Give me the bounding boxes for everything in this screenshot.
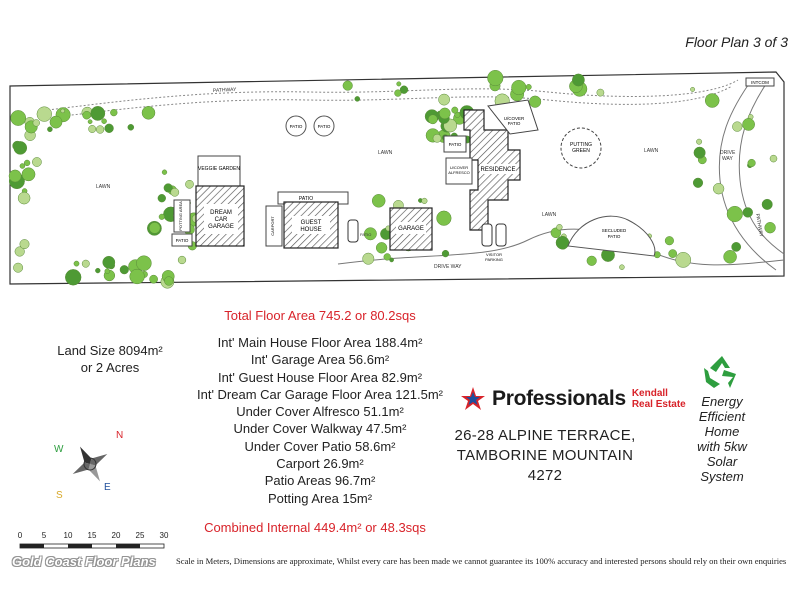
scale-tick-label: 20: [111, 531, 121, 540]
tree-icon: [105, 269, 110, 274]
tree-icon: [512, 80, 527, 95]
scale-tick-label: 25: [135, 531, 145, 540]
tree-icon: [9, 170, 21, 182]
combined-internal: Combined Internal 449.4m² or 48.3sqs: [204, 520, 426, 535]
area-item: Potting Area 15m²: [267, 490, 373, 506]
area-item: Int' Main House Floor Area 188.4m²: [217, 335, 423, 350]
tree-icon: [47, 127, 52, 132]
patio-small-label: PATIO: [175, 238, 189, 243]
area-item: Under Cover Alfresco 51.1m²: [236, 404, 404, 420]
pathway-right-label: PATHWAY: [754, 213, 765, 238]
tree-icon: [343, 81, 353, 91]
energy-line: Home: [704, 424, 740, 439]
site-plan: [8, 70, 792, 290]
plan-title: Floor Plan 3 of 3: [685, 34, 788, 50]
tree-icon: [705, 94, 719, 108]
tree-icon: [185, 180, 193, 188]
tree-icon: [572, 74, 584, 86]
area-item: Under Cover Patio 58.6m²: [244, 438, 396, 454]
tree-icon: [128, 124, 134, 130]
lawn-lower-label: LAWN: [542, 212, 557, 218]
address-line2: TAMBORINE MOUNTAIN 4272: [456, 447, 634, 484]
tree-icon: [61, 109, 65, 113]
tree-icon: [142, 106, 155, 119]
patio-res-label: PATIO: [448, 142, 462, 147]
svg-text:PATIO: PATIO: [289, 124, 303, 129]
tree-icon: [33, 120, 40, 127]
tree-icon: [395, 90, 402, 97]
property-address: [440, 426, 650, 486]
area-item: Int' Garage Area 56.6m²: [250, 352, 390, 368]
tree-icon: [765, 222, 776, 233]
tree-icon: [24, 160, 30, 166]
tree-icon: [556, 236, 569, 249]
tree-icon: [727, 206, 743, 222]
tree-icon: [529, 96, 541, 108]
tree-icon: [428, 115, 437, 124]
tree-icon: [762, 199, 772, 209]
tree-icon: [105, 124, 114, 133]
tree-icon: [91, 106, 105, 120]
secluded-patio-label: SECLUDED PATIO: [601, 228, 627, 239]
tree-icon: [20, 164, 25, 169]
site-boundary: [10, 72, 784, 284]
tree-icon: [102, 119, 107, 124]
address-line1: 26-28 ALPINE TERRACE,: [454, 427, 636, 444]
tree-icon: [557, 224, 563, 230]
dream-car-garage-label: DREAM CAR GARAGE: [208, 210, 234, 230]
tree-icon: [376, 242, 387, 253]
scale-tick-label: 15: [87, 531, 97, 540]
tree-icon: [14, 141, 27, 154]
tree-icon: [164, 277, 173, 286]
tree-icon: [587, 256, 597, 266]
putting-green-label: PUTTING GREEN: [570, 142, 592, 154]
compass-e: E: [104, 482, 111, 493]
tree-icon: [158, 194, 166, 202]
visitor-parking-label: VISITOR PARKING: [485, 252, 503, 262]
tree-icon: [355, 96, 360, 101]
tree-icon: [96, 126, 104, 134]
tree-icon: [696, 139, 701, 144]
tree-icon: [50, 116, 62, 128]
tree-icon: [694, 147, 705, 158]
tree-icon: [149, 222, 160, 233]
residence-label: RESIDENCE: [480, 167, 516, 173]
tree-icon: [693, 178, 703, 188]
land-size-line1: Land Size 8094m²: [57, 343, 163, 358]
energy-line: System: [700, 469, 744, 484]
scale-tick-label: 10: [63, 531, 73, 540]
scale-tick-label: 0: [17, 531, 23, 540]
tree-icon: [437, 211, 452, 226]
tree-icon: [669, 250, 677, 258]
tree-icon: [162, 170, 167, 175]
tree-icon: [20, 239, 29, 248]
agency-sub-line2: Real Estate: [631, 399, 686, 410]
area-list: [160, 334, 480, 507]
scale-bar: [14, 542, 174, 550]
energy-line: Efficient: [698, 409, 746, 424]
tree-icon: [110, 109, 117, 116]
lawn-center-label: LAWN: [378, 150, 393, 156]
compass-s: S: [56, 490, 63, 501]
agency-sub-line1: Kendall: [631, 388, 668, 399]
lawn-right-label: LAWN: [644, 148, 659, 154]
tree-icon: [13, 263, 22, 272]
area-item: Int' Dream Car Garage Floor Area 121.5m²: [197, 386, 443, 402]
tree-icon: [433, 134, 441, 142]
energy-note: [666, 394, 778, 484]
agency-name: Professionals: [492, 387, 626, 410]
tree-icon: [11, 110, 26, 125]
potting-area-label: POTTING AREA: [178, 201, 183, 231]
guest-house-label: GUEST HOUSE: [300, 220, 322, 233]
tree-icon: [676, 252, 691, 267]
tree-icon: [22, 168, 35, 181]
professionals-star-icon: [460, 386, 486, 412]
tree-icon: [619, 265, 624, 270]
tree-icon: [442, 250, 449, 257]
area-item: Int' Guest House Floor Area 82.9m²: [217, 369, 423, 385]
tree-icon: [178, 256, 186, 264]
tree-icon: [83, 111, 91, 119]
tree-icon: [397, 82, 401, 86]
alfresco-label: U/COVER ALFRESCO: [448, 165, 470, 175]
drive-way-right-label: DRIVE WAY: [720, 150, 736, 162]
tree-icon: [18, 192, 30, 204]
scale-tick-label: 30: [159, 531, 169, 540]
footer-brand: Gold Coast Floor Plans: [12, 554, 156, 569]
tree-icon: [82, 260, 89, 267]
visitor-parking-car-2: [496, 224, 506, 246]
tree-icon: [103, 256, 115, 268]
pathway-top-label: PATHWAY: [212, 86, 237, 94]
car-icon: [348, 220, 358, 242]
area-item: Under Cover Walkway 47.5m²: [233, 421, 407, 437]
compass-n: N: [116, 430, 124, 441]
tree-icon: [37, 107, 52, 122]
tree-icon: [65, 269, 81, 285]
area-item: Carport 26.9m²: [276, 456, 364, 472]
scale-tick-label: 5: [41, 531, 47, 540]
tree-icon: [130, 269, 145, 284]
tree-icon: [724, 250, 737, 263]
patio-guest-label: PATIO: [298, 196, 314, 202]
svg-text:PATIO: PATIO: [317, 124, 331, 129]
agency-logo: [460, 386, 686, 412]
energy-line: Energy: [701, 394, 743, 409]
tree-icon: [732, 242, 741, 251]
tree-icon: [89, 125, 96, 132]
tree-icon: [74, 261, 79, 266]
tree-icon: [120, 265, 129, 274]
recycle-icon: [700, 352, 744, 392]
tree-icon: [770, 155, 777, 162]
tree-icon: [363, 253, 374, 264]
tree-icon: [171, 188, 179, 196]
tree-icon: [150, 275, 158, 283]
tree-icon: [439, 94, 450, 105]
svg-text:INTCOM: INTCOM: [751, 80, 769, 85]
tree-icon: [743, 118, 755, 130]
total-floor-area: Total Floor Area 745.2 or 80.2sqs: [224, 308, 416, 323]
visitor-parking-car-1: [482, 224, 492, 246]
area-item: Patio Areas 96.7m²: [264, 473, 376, 489]
tree-icon: [597, 89, 604, 96]
tree-icon: [488, 70, 504, 86]
tree-icon: [95, 268, 100, 273]
covered-patio-label: U/COVER PATIO: [503, 116, 525, 126]
garage-label: GARAGE: [398, 226, 424, 232]
tree-icon: [159, 214, 165, 220]
compass-w: W: [54, 444, 64, 455]
tree-icon: [422, 198, 428, 204]
tree-icon: [713, 183, 724, 194]
tree-icon: [390, 258, 394, 262]
tree-icon: [526, 84, 531, 89]
drive-way-bottom-label: DRIVE WAY: [434, 264, 462, 270]
veggie-garden-label: VEGGIE GARDEN: [198, 166, 240, 172]
tree-icon: [732, 122, 742, 132]
tree-icon: [439, 108, 450, 119]
land-size-line2: or 2 Acres: [80, 360, 140, 375]
lawn-left-label: LAWN: [96, 184, 111, 190]
energy-line: Solar: [706, 454, 738, 469]
tree-icon: [372, 194, 385, 207]
disclaimer: Scale in Meters, Dimensions are approximate, Whilst every care has been made we cannot guarantee its 100% accuracy and interested persons should rely on their own enquiries: [176, 556, 787, 566]
tree-icon: [690, 87, 694, 91]
energy-line: with 5kw: [697, 439, 747, 454]
patio-mid-label: PATIO: [360, 232, 372, 237]
tree-icon: [136, 256, 151, 271]
tree-icon: [88, 120, 92, 124]
tree-icon: [665, 236, 674, 245]
carport-label: CARPORT: [270, 216, 275, 236]
tree-icon: [743, 208, 753, 218]
tree-icon: [748, 159, 756, 167]
compass-icon: [52, 426, 132, 502]
tree-icon: [452, 107, 458, 113]
tree-icon: [32, 157, 41, 166]
